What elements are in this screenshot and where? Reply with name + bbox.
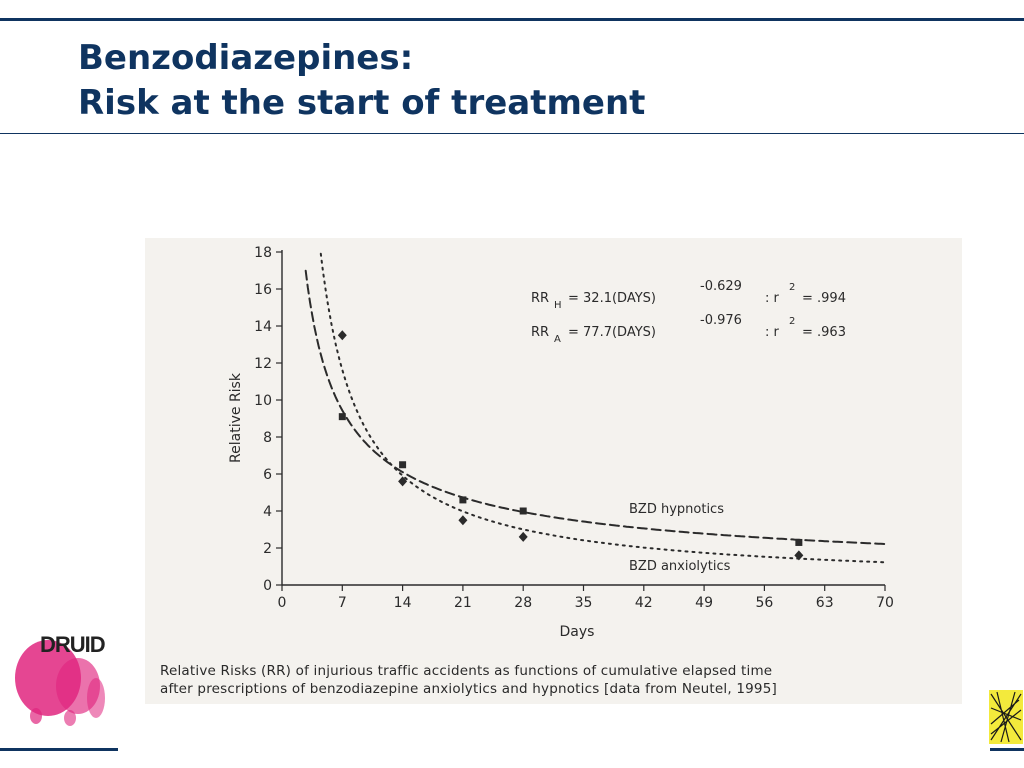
bottom-rule-right — [990, 748, 1024, 751]
x-tick-label: 56 — [755, 595, 774, 611]
page-title — [78, 36, 645, 126]
eq-h-fit-label: : r — [765, 291, 779, 306]
bottom-rule-left — [0, 748, 118, 751]
x-tick-label: 21 — [453, 595, 472, 611]
figure-caption — [160, 662, 960, 698]
fit-curve-hypnotics — [306, 271, 885, 544]
x-tick-label: 14 — [393, 595, 412, 611]
y-tick-label: 4 — [263, 504, 272, 520]
point-hypnotics — [459, 496, 466, 503]
eq-h-sub: H — [554, 300, 562, 311]
x-tick-label: 28 — [514, 595, 533, 611]
x-axis-label: Days — [559, 624, 595, 640]
x-tick-label: 35 — [574, 595, 593, 611]
y-tick-label: 6 — [263, 467, 272, 483]
druid-logo-text: DRUID — [40, 632, 105, 657]
point-hypnotics — [339, 413, 346, 420]
title-line-2: Risk at the start of treatment — [78, 83, 646, 123]
equation-hypnotics — [531, 279, 846, 311]
eq-a-sub: A — [554, 334, 561, 345]
x-tick-label: 42 — [634, 595, 653, 611]
y-tick-label: 14 — [254, 319, 272, 335]
eq-a-fit-label: : r — [765, 325, 779, 340]
y-tick-label: 18 — [254, 245, 272, 261]
legend-anxiolytics: BZD anxiolytics — [629, 559, 731, 574]
y-tick-label: 12 — [254, 356, 272, 372]
point-hypnotics — [795, 539, 802, 546]
equation-anxiolytics — [531, 313, 846, 345]
title-line-1: Benzodiazepines: — [78, 38, 414, 78]
eq-h-fit-exp: 2 — [789, 282, 796, 293]
point-anxiolytics — [794, 550, 803, 560]
equations — [531, 279, 846, 345]
eq-a-exp: -0.976 — [700, 313, 742, 328]
point-hypnotics — [399, 461, 406, 468]
eq-a-fit-value: = .963 — [802, 325, 846, 340]
eq-h-fit-value: = .994 — [802, 291, 846, 306]
eq-a-fit-exp: 2 — [789, 316, 796, 327]
point-anxiolytics — [458, 515, 467, 525]
y-tick-label: 10 — [254, 393, 272, 409]
eq-h-rhs: = 32.1(DAYS) — [568, 291, 656, 306]
x-tick-label: 7 — [337, 595, 347, 611]
x-tick-label: 0 — [277, 595, 287, 611]
eq-a-rhs: = 77.7(DAYS) — [568, 325, 656, 340]
partner-logo — [989, 690, 1023, 744]
caption-line-1: Relative Risks (RR) of injurious traffic accidents as functions of cumulative elapsed time — [160, 663, 773, 679]
x-tick-label: 63 — [815, 595, 834, 611]
y-tick-label: 8 — [263, 430, 272, 446]
x-tick-label: 70 — [876, 595, 894, 611]
caption-line-2: after prescriptions of benzodiazepine anxiolytics and hypnotics [data from Neutel, 1995] — [160, 681, 777, 697]
eq-a-lhs: RR — [531, 325, 550, 340]
point-hypnotics — [520, 508, 527, 515]
x-tick-label: 49 — [695, 595, 714, 611]
y-tick-label: 16 — [254, 282, 272, 298]
eq-h-lhs: RR — [531, 291, 550, 306]
y-tick-label: 0 — [263, 578, 272, 594]
top-rule — [0, 18, 1024, 21]
point-anxiolytics — [338, 330, 347, 340]
eq-h-exp: -0.629 — [700, 279, 742, 294]
y-axis-label: Relative Risk — [228, 373, 244, 463]
point-anxiolytics — [519, 532, 528, 542]
legend-hypnotics: BZD hypnotics — [629, 502, 724, 517]
risk-chart — [145, 238, 962, 668]
title-rule — [0, 133, 1024, 134]
y-tick-label: 2 — [263, 541, 272, 557]
